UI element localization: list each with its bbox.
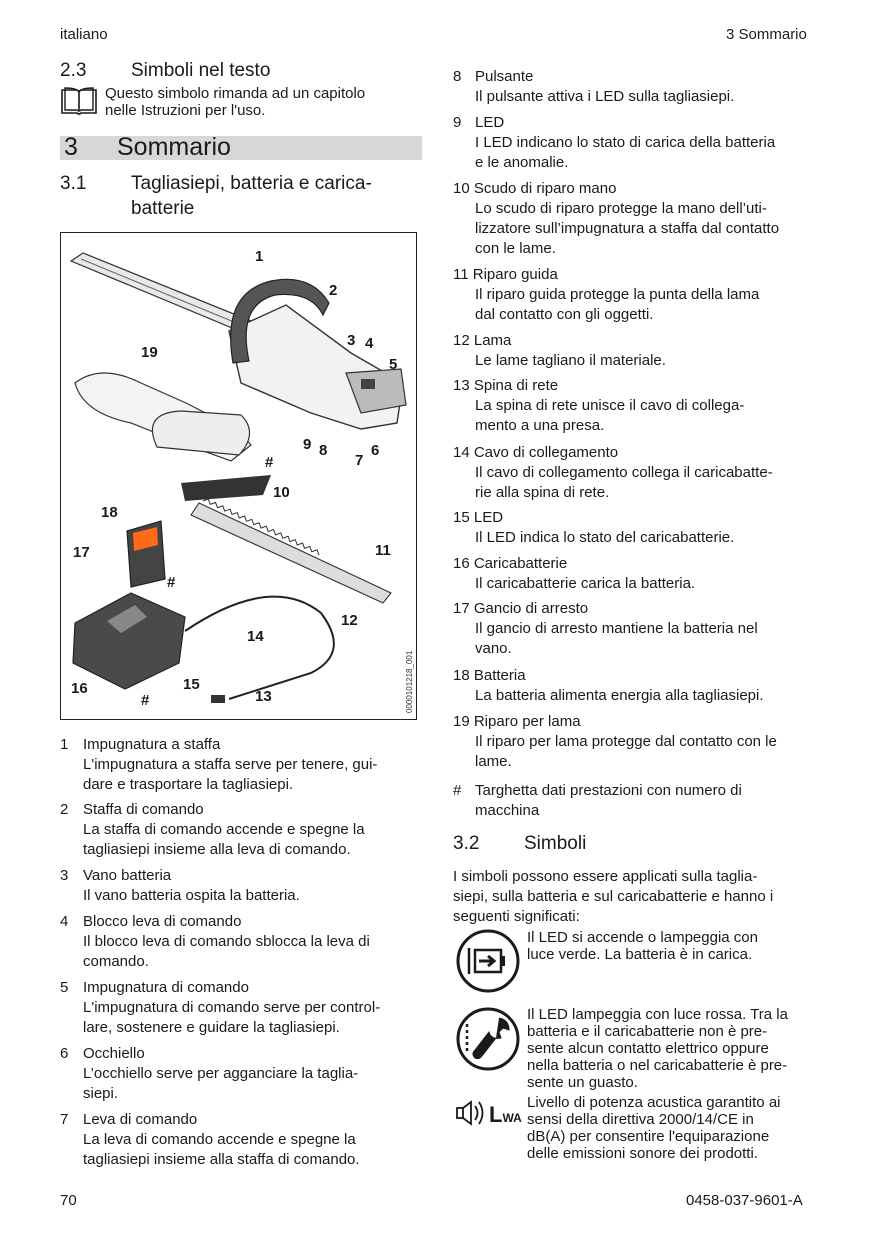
item-title: Vano batteria <box>83 867 172 884</box>
item-title: Impugnatura a staffa <box>83 736 221 753</box>
item-title: Occhiello <box>83 1045 145 1062</box>
legend-item-9 <box>453 113 825 173</box>
item-desc: Le lame tagliano il materiale. <box>475 352 666 369</box>
battery-charging-icon <box>455 928 521 994</box>
item-desc: tagliasiepi insieme alla leva di comando. <box>83 841 351 858</box>
item-desc: e le anomalie. <box>475 154 569 171</box>
item-title: 13 Spina di rete <box>453 377 559 394</box>
section-title: Simboli nel testo <box>131 60 271 81</box>
item-title: 10 Scudo di riparo mano <box>453 180 617 197</box>
legend-item-18 <box>453 666 825 706</box>
item-title: 16 Caricabatterie <box>453 555 568 572</box>
item-title: Targhetta dati prestazioni con numero di <box>475 782 742 799</box>
text-line: sente un guasto. <box>527 1074 638 1091</box>
legend-item-12 <box>453 331 825 371</box>
item-number: 3 <box>60 867 69 884</box>
item-number: 4 <box>60 913 69 930</box>
section-3-bar <box>60 133 422 161</box>
callout-18: 18 <box>101 504 118 521</box>
running-header-chapter: 3 Sommario <box>726 26 807 43</box>
item-title: 19 Riparo per lama <box>453 713 581 730</box>
page-number: 70 <box>60 1192 77 1209</box>
legend-item-6 <box>60 1044 420 1104</box>
item-desc: Il vano batteria ospita la batteria. <box>83 887 300 904</box>
callout-12: 12 <box>341 612 358 629</box>
item-desc: dal contatto con gli oggetti. <box>475 306 654 323</box>
section-number: 3 <box>64 133 78 161</box>
item-title: LED <box>475 114 505 131</box>
callout-3: 3 <box>347 332 356 349</box>
item-title: 11 Riparo guida <box>453 266 558 283</box>
item-desc: con le lame. <box>475 240 556 257</box>
callout-9: 9 <box>303 436 312 453</box>
item-number: # <box>453 782 462 799</box>
legend-item-10 <box>453 179 825 259</box>
text-line: nella batteria o nel caricabatterie è pre- <box>527 1057 788 1074</box>
item-title: 12 Lama <box>453 332 512 349</box>
item-desc: Il riparo per lama protegge dal contatto con le <box>475 733 777 750</box>
legend-item-hash <box>453 781 825 821</box>
item-desc: rie alla spina di rete. <box>475 484 610 501</box>
callout-16: 16 <box>71 680 88 697</box>
document-code: 0458-037-9601-A <box>686 1192 803 1209</box>
running-header-language: italiano <box>60 26 108 43</box>
product-illustration-frame <box>60 232 417 720</box>
item-desc: tagliasiepi insieme alla staffa di comando. <box>83 1151 360 1168</box>
item-desc: lame. <box>475 753 512 770</box>
text-line: seguenti significati: <box>453 908 580 925</box>
legend-item-2 <box>60 800 420 860</box>
item-desc: lare, sostenere e guidare la tagliasiepi. <box>83 1019 340 1036</box>
item-title: macchina <box>475 802 540 819</box>
callout-11: 11 <box>375 542 391 559</box>
callout-7: 7 <box>355 452 364 469</box>
section-2-3-heading <box>60 60 420 84</box>
text-line: delle emissioni sonore dei prodotti. <box>527 1145 758 1162</box>
section-number: 3.1 <box>60 173 87 194</box>
legend-item-3 <box>60 866 420 906</box>
sound-power-icon <box>455 1098 489 1128</box>
item-desc: La spina di rete unisce il cavo di collega- <box>475 397 745 414</box>
callout-6: 6 <box>371 442 380 459</box>
legend-item-14 <box>453 443 825 503</box>
item-number: 7 <box>60 1111 69 1128</box>
text-line: Questo simbolo rimanda ad un capitolo <box>105 85 366 102</box>
item-number: 2 <box>60 801 69 818</box>
legend-item-4 <box>60 912 420 972</box>
section-number: 3.2 <box>453 833 480 854</box>
item-desc: La batteria alimenta energia alla tagliasiepi. <box>475 687 764 704</box>
legend-item-13 <box>453 376 825 436</box>
text-line: batteria e il caricabatterie non è pre- <box>527 1023 768 1040</box>
legend-item-7 <box>60 1110 420 1170</box>
callout-19: 19 <box>141 344 158 361</box>
text-line: nelle Istruzioni per l'uso. <box>105 102 266 119</box>
item-desc: L'impugnatura di comando serve per control- <box>83 999 381 1016</box>
legend-item-11 <box>453 265 825 325</box>
item-title: Leva di comando <box>83 1111 198 1128</box>
text-line: Il LED lampeggia con luce rossa. Tra la <box>527 1006 788 1023</box>
item-title: 14 Cavo di collegamento <box>453 444 619 461</box>
item-title: Staffa di comando <box>83 801 204 818</box>
legend-item-1 <box>60 735 420 795</box>
section-title-line2: batterie <box>131 198 195 219</box>
item-desc: vano. <box>475 640 512 657</box>
section-2-3-text <box>105 85 420 119</box>
callout-5: 5 <box>389 356 398 373</box>
item-desc: Il blocco leva di comando sblocca la leva di <box>83 933 370 950</box>
item-number: 8 <box>453 68 462 85</box>
section-title: Simboli <box>524 833 587 854</box>
callout-14: 14 <box>247 628 264 645</box>
item-desc: Il LED indica lo stato del caricabatterie. <box>475 529 735 546</box>
legend-item-15 <box>453 508 825 548</box>
text-line: sensi della direttiva 2000/14/CE in <box>527 1111 754 1128</box>
callout-17: 17 <box>73 544 90 561</box>
item-number: 5 <box>60 979 69 996</box>
item-number: 9 <box>453 114 462 131</box>
legend-item-19 <box>453 712 825 772</box>
text-line: Livello di potenza acustica garantito ai <box>527 1094 781 1111</box>
text-line: I simboli possono essere applicati sulla taglia- <box>453 868 758 885</box>
figure-code: 0000101218_001 <box>405 650 414 713</box>
item-desc: comando. <box>83 953 149 970</box>
item-desc: mento a una presa. <box>475 417 605 434</box>
item-title: 15 LED <box>453 509 504 526</box>
text-line: siepi, sulla batteria e sul caricabatterie e hanno i <box>453 888 774 905</box>
item-desc: siepi. <box>83 1085 119 1102</box>
item-desc: dare e trasportare la tagliasiepi. <box>83 776 294 793</box>
section-3-2-intro <box>453 867 825 927</box>
callout-hash-1: # <box>265 454 274 471</box>
symbol-2-text <box>527 1006 822 1091</box>
callout-hash-2: # <box>167 574 176 591</box>
item-desc: Il gancio di arresto mantiene la batteria nel <box>475 620 758 637</box>
item-title: Impugnatura di comando <box>83 979 249 996</box>
legend-item-17 <box>453 599 825 659</box>
item-desc: Il riparo guida protegge la punta della lama <box>475 286 760 303</box>
item-title: 17 Gancio di arresto <box>453 600 589 617</box>
item-desc: L'impugnatura a staffa serve per tenere, gui- <box>83 756 378 773</box>
section-title-line1: Tagliasiepi, batteria e carica- <box>131 173 372 194</box>
text-line: luce verde. La batteria è in carica. <box>527 946 753 963</box>
item-desc: lizzatore sull’impugnatura a staffa dal contatto <box>475 220 780 237</box>
callout-2: 2 <box>329 282 338 299</box>
item-desc: La staffa di comando accende e spegne la <box>83 821 365 838</box>
item-desc: L’occhiello serve per agganciare la taglia- <box>83 1065 359 1082</box>
callout-10: 10 <box>273 484 290 501</box>
symbol-3-text <box>527 1094 822 1162</box>
legend-item-16 <box>453 554 825 594</box>
text-line: Il LED si accende o lampeggia con <box>527 929 758 946</box>
hedge-trimmer-illustration <box>61 233 416 719</box>
item-desc: Il cavo di collegamento collega il caricabatte- <box>475 464 773 481</box>
section-3-2-heading <box>453 833 823 857</box>
item-number: 1 <box>60 736 69 753</box>
callout-1: 1 <box>255 248 264 265</box>
section-3-1-heading <box>60 173 420 225</box>
wrench-fault-icon <box>455 1006 521 1072</box>
text-line: sente alcun contatto elettrico oppure <box>527 1040 769 1057</box>
callout-hash-3: # <box>141 692 150 709</box>
item-title: Pulsante <box>475 68 534 85</box>
item-desc: La leva di comando accende e spegne la <box>83 1131 356 1148</box>
callout-4: 4 <box>365 335 374 352</box>
item-desc: Lo scudo di riparo protegge la mano dell’uti- <box>475 200 767 217</box>
legend-item-5 <box>60 978 420 1038</box>
item-desc: I LED indicano lo stato di carica della batteria <box>475 134 776 151</box>
item-title: Blocco leva di comando <box>83 913 242 930</box>
item-title: 18 Batteria <box>453 667 526 684</box>
item-number: 6 <box>60 1045 69 1062</box>
sound-power-label: LWA <box>489 1102 522 1127</box>
callout-8: 8 <box>319 442 328 459</box>
text-line: dB(A) per consentire l'equiparazione <box>527 1128 770 1145</box>
callout-13: 13 <box>255 688 272 705</box>
item-desc: Il pulsante attiva i LED sulla tagliasiepi. <box>475 88 735 105</box>
legend-item-8 <box>453 67 825 107</box>
section-number: 2.3 <box>60 60 87 81</box>
item-desc: Il caricabatterie carica la batteria. <box>475 575 696 592</box>
symbol-1-text <box>527 929 822 963</box>
section-title: Sommario <box>117 133 231 161</box>
callout-15: 15 <box>183 676 200 693</box>
book-icon <box>60 86 98 116</box>
